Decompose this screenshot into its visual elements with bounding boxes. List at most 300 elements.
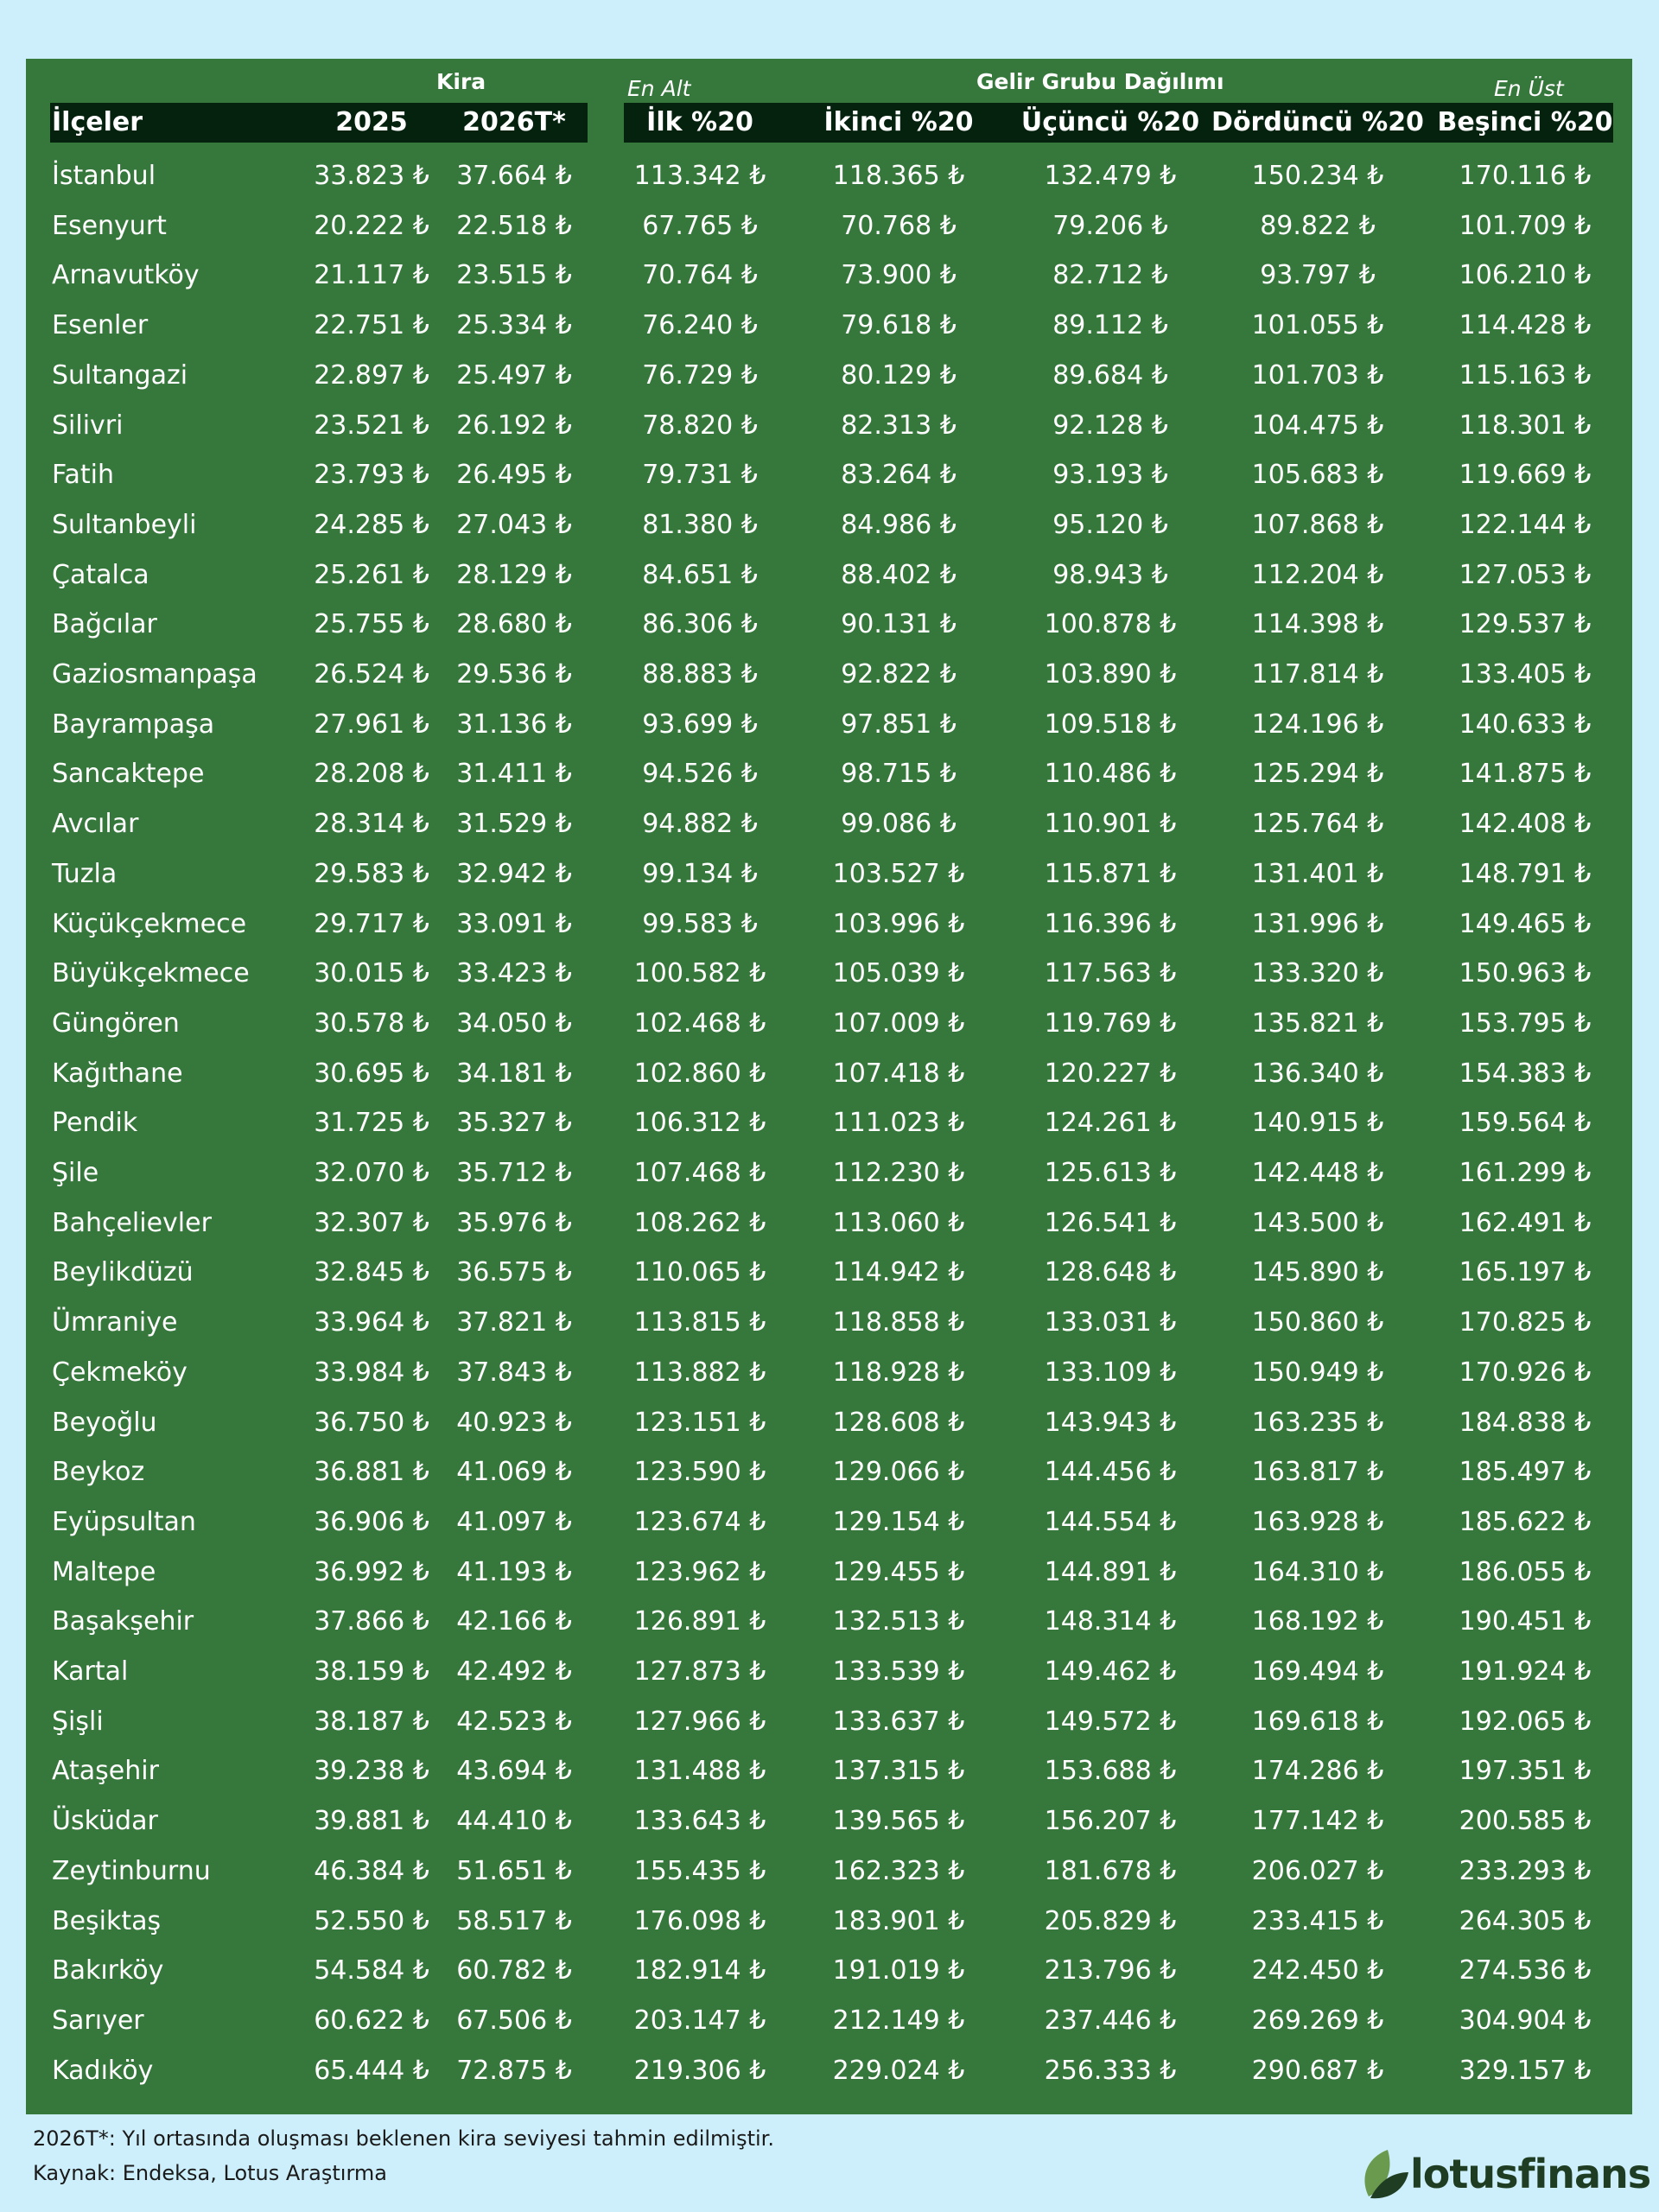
table-cell: 32.070 ₺ <box>314 1158 429 1188</box>
table-cell: 88.402 ₺ <box>841 559 957 590</box>
table-row <box>0 351 1659 400</box>
table-cell: 89.684 ₺ <box>1052 359 1168 391</box>
table-cell: 26.495 ₺ <box>456 460 572 491</box>
note-highest: En Üst <box>1494 76 1564 101</box>
table-cell: 123.151 ₺ <box>633 1407 766 1438</box>
table-cell: 170.116 ₺ <box>1459 161 1592 191</box>
district-name: Kartal <box>52 1656 129 1687</box>
table-cell: 93.193 ₺ <box>1052 460 1168 491</box>
table-row <box>0 1348 1659 1397</box>
table-cell: 113.060 ₺ <box>832 1207 965 1238</box>
district-name: Bayrampaşa <box>52 709 215 740</box>
table-cell: 35.976 ₺ <box>456 1207 572 1238</box>
district-name: Gaziosmanpaşa <box>52 659 257 690</box>
table-cell: 81.380 ₺ <box>642 509 758 540</box>
table-cell: 115.871 ₺ <box>1044 858 1177 889</box>
district-name: Sancaktepe <box>52 759 205 790</box>
table-cell: 22.751 ₺ <box>314 310 429 341</box>
table-cell: 41.193 ₺ <box>456 1556 572 1587</box>
table-row <box>0 849 1659 899</box>
table-cell: 119.669 ₺ <box>1459 460 1592 491</box>
table-cell: 34.050 ₺ <box>456 1007 572 1039</box>
column-header-besinci-20: Beşinci %20 <box>1437 107 1613 137</box>
table-row <box>0 1148 1659 1198</box>
table-cell: 100.878 ₺ <box>1044 609 1177 640</box>
table-cell: 132.479 ₺ <box>1044 161 1177 191</box>
table-cell: 32.845 ₺ <box>314 1257 429 1288</box>
table-row <box>0 1198 1659 1248</box>
table-cell: 36.881 ₺ <box>314 1457 429 1488</box>
table-cell: 274.536 ₺ <box>1459 1955 1592 1986</box>
column-header-dorduncu-20: Dördüncü %20 <box>1211 107 1424 137</box>
table-cell: 129.455 ₺ <box>832 1556 965 1587</box>
table-cell: 126.541 ₺ <box>1044 1207 1177 1238</box>
table-cell: 143.500 ₺ <box>1251 1207 1384 1238</box>
district-name: Zeytinburnu <box>52 1855 211 1886</box>
table-cell: 264.305 ₺ <box>1459 1905 1592 1936</box>
table-cell: 78.820 ₺ <box>642 410 758 441</box>
district-name: Beykoz <box>52 1457 145 1488</box>
table-row <box>0 450 1659 499</box>
table-cell: 84.986 ₺ <box>841 509 957 540</box>
table-cell: 103.890 ₺ <box>1044 659 1177 690</box>
table-cell: 183.901 ₺ <box>832 1905 965 1936</box>
table-cell: 117.563 ₺ <box>1044 958 1177 989</box>
table-cell: 103.996 ₺ <box>832 908 965 939</box>
table-cell: 203.147 ₺ <box>633 2005 766 2036</box>
table-cell: 41.097 ₺ <box>456 1506 572 1537</box>
table-cell: 123.962 ₺ <box>633 1556 766 1587</box>
table-cell: 153.688 ₺ <box>1044 1756 1177 1787</box>
table-cell: 36.750 ₺ <box>314 1407 429 1438</box>
table-cell: 26.524 ₺ <box>314 659 429 690</box>
table-row <box>0 401 1659 450</box>
table-cell: 39.881 ₺ <box>314 1806 429 1837</box>
table-cell: 27.961 ₺ <box>314 709 429 740</box>
table-cell: 76.240 ₺ <box>642 310 758 341</box>
table-cell: 143.943 ₺ <box>1044 1407 1177 1438</box>
lotus-leaf-icon <box>1358 2146 1410 2203</box>
table-cell: 181.678 ₺ <box>1044 1855 1177 1886</box>
table-cell: 129.066 ₺ <box>832 1457 965 1488</box>
district-name: Ataşehir <box>52 1756 159 1787</box>
table-row <box>0 151 1659 200</box>
column-header-ilceler: İlçeler <box>52 107 143 137</box>
table-cell: 237.446 ₺ <box>1044 2005 1177 2036</box>
table-cell: 144.456 ₺ <box>1044 1457 1177 1488</box>
table-cell: 114.398 ₺ <box>1251 609 1384 640</box>
table-cell: 184.838 ₺ <box>1459 1407 1592 1438</box>
table-cell: 119.769 ₺ <box>1044 1007 1177 1039</box>
table-cell: 137.315 ₺ <box>832 1756 965 1787</box>
table-cell: 102.468 ₺ <box>633 1007 766 1039</box>
table-row <box>0 1248 1659 1297</box>
table-cell: 37.843 ₺ <box>456 1357 572 1388</box>
table-cell: 269.269 ₺ <box>1251 2005 1384 2036</box>
table-cell: 197.351 ₺ <box>1459 1756 1592 1787</box>
table-cell: 98.715 ₺ <box>841 759 957 790</box>
table-cell: 142.448 ₺ <box>1251 1158 1384 1188</box>
table-cell: 185.622 ₺ <box>1459 1506 1592 1537</box>
table-cell: 72.875 ₺ <box>456 2055 572 2086</box>
district-name: Büyükçekmece <box>52 958 250 989</box>
table-cell: 80.129 ₺ <box>841 359 957 391</box>
table-cell: 290.687 ₺ <box>1251 2055 1384 2086</box>
table-cell: 107.868 ₺ <box>1251 509 1384 540</box>
table-cell: 33.823 ₺ <box>314 161 429 191</box>
table-cell: 25.334 ₺ <box>456 310 572 341</box>
table-cell: 136.340 ₺ <box>1251 1058 1384 1089</box>
table-cell: 82.313 ₺ <box>841 410 957 441</box>
table-cell: 112.230 ₺ <box>832 1158 965 1188</box>
table-cell: 52.550 ₺ <box>314 1905 429 1936</box>
table-cell: 205.829 ₺ <box>1044 1905 1177 1936</box>
table-cell: 38.159 ₺ <box>314 1656 429 1687</box>
table-cell: 60.782 ₺ <box>456 1955 572 1986</box>
table-cell: 169.494 ₺ <box>1251 1656 1384 1687</box>
table-cell: 90.131 ₺ <box>841 609 957 640</box>
table-cell: 35.327 ₺ <box>456 1108 572 1139</box>
table-cell: 192.065 ₺ <box>1459 1706 1592 1737</box>
district-name: Beşiktaş <box>52 1905 162 1936</box>
table-cell: 32.942 ₺ <box>456 858 572 889</box>
table-cell: 31.529 ₺ <box>456 809 572 840</box>
table-row <box>0 700 1659 749</box>
table-cell: 76.729 ₺ <box>642 359 758 391</box>
table-cell: 23.521 ₺ <box>314 410 429 441</box>
table-cell: 94.526 ₺ <box>642 759 758 790</box>
table-cell: 37.866 ₺ <box>314 1606 429 1637</box>
table-cell: 83.264 ₺ <box>841 460 957 491</box>
table-row <box>0 650 1659 699</box>
table-cell: 115.163 ₺ <box>1459 359 1592 391</box>
district-name: Pendik <box>52 1108 138 1139</box>
table-cell: 65.444 ₺ <box>314 2055 429 2086</box>
district-name: Fatih <box>52 460 114 491</box>
table-cell: 43.694 ₺ <box>456 1756 572 1787</box>
table-cell: 200.585 ₺ <box>1459 1806 1592 1837</box>
district-name: Esenyurt <box>52 210 167 241</box>
table-cell: 191.019 ₺ <box>832 1955 965 1986</box>
district-name: Beyoğlu <box>52 1407 157 1438</box>
table-cell: 22.897 ₺ <box>314 359 429 391</box>
table-cell: 148.791 ₺ <box>1459 858 1592 889</box>
table-cell: 89.822 ₺ <box>1260 210 1376 241</box>
table-cell: 25.497 ₺ <box>456 359 572 391</box>
table-cell: 127.053 ₺ <box>1459 559 1592 590</box>
table-cell: 36.992 ₺ <box>314 1556 429 1587</box>
table-cell: 132.513 ₺ <box>832 1606 965 1637</box>
district-name: Sultanbeyli <box>52 509 197 540</box>
table-cell: 185.497 ₺ <box>1459 1457 1592 1488</box>
table-cell: 98.943 ₺ <box>1052 559 1168 590</box>
table-row <box>0 1796 1659 1846</box>
table-cell: 103.527 ₺ <box>832 858 965 889</box>
table-cell: 129.537 ₺ <box>1459 609 1592 640</box>
table-cell: 177.142 ₺ <box>1251 1806 1384 1837</box>
table-cell: 32.307 ₺ <box>314 1207 429 1238</box>
table-row <box>0 1847 1659 1896</box>
district-name: Küçükçekmece <box>52 908 247 939</box>
table-cell: 34.181 ₺ <box>456 1058 572 1089</box>
brand-name: lotusfinans <box>1410 2151 1651 2197</box>
table-cell: 67.506 ₺ <box>456 2005 572 2036</box>
table-cell: 41.069 ₺ <box>456 1457 572 1488</box>
table-cell: 182.914 ₺ <box>633 1955 766 1986</box>
table-cell: 131.488 ₺ <box>633 1756 766 1787</box>
table-cell: 122.144 ₺ <box>1459 509 1592 540</box>
table-cell: 29.583 ₺ <box>314 858 429 889</box>
district-name: Kağıthane <box>52 1058 183 1089</box>
table-row <box>0 500 1659 550</box>
table-cell: 159.564 ₺ <box>1459 1108 1592 1139</box>
table-cell: 36.906 ₺ <box>314 1506 429 1537</box>
table-cell: 106.312 ₺ <box>633 1108 766 1139</box>
district-name: Eyüpsultan <box>52 1506 196 1537</box>
district-name: Silivri <box>52 410 124 441</box>
table-cell: 153.795 ₺ <box>1459 1007 1592 1039</box>
group-header-income: Gelir Grubu Dağılımı <box>976 69 1224 94</box>
table-cell: 22.518 ₺ <box>456 210 572 241</box>
district-name: Kadıköy <box>52 2055 154 2086</box>
table-cell: 162.491 ₺ <box>1459 1207 1592 1238</box>
district-name: Bağcılar <box>52 609 157 640</box>
table-cell: 125.294 ₺ <box>1251 759 1384 790</box>
table-cell: 99.086 ₺ <box>841 809 957 840</box>
table-cell: 133.637 ₺ <box>832 1706 965 1737</box>
table-cell: 162.323 ₺ <box>832 1855 965 1886</box>
table-cell: 142.408 ₺ <box>1459 809 1592 840</box>
table-cell: 133.539 ₺ <box>832 1656 965 1687</box>
table-row <box>0 1647 1659 1696</box>
table-cell: 105.039 ₺ <box>832 958 965 989</box>
table-row <box>0 1548 1659 1597</box>
table-cell: 329.157 ₺ <box>1459 2055 1592 2086</box>
table-row <box>0 251 1659 300</box>
table-row <box>0 1746 1659 1796</box>
district-name: Avcılar <box>52 809 139 840</box>
table-cell: 176.098 ₺ <box>633 1905 766 1936</box>
table-cell: 92.128 ₺ <box>1052 410 1168 441</box>
table-cell: 165.197 ₺ <box>1459 1257 1592 1288</box>
table-cell: 54.584 ₺ <box>314 1955 429 1986</box>
table-cell: 140.633 ₺ <box>1459 709 1592 740</box>
district-name: Arnavutköy <box>52 260 200 291</box>
table-cell: 108.262 ₺ <box>633 1207 766 1238</box>
table-cell: 84.651 ₺ <box>642 559 758 590</box>
table-cell: 70.764 ₺ <box>642 260 758 291</box>
table-cell: 123.590 ₺ <box>633 1457 766 1488</box>
table-cell: 30.578 ₺ <box>314 1007 429 1039</box>
table-cell: 24.285 ₺ <box>314 509 429 540</box>
table-row <box>0 749 1659 798</box>
table-row <box>0 1697 1659 1746</box>
table-cell: 111.023 ₺ <box>832 1108 965 1139</box>
table-row <box>0 949 1659 998</box>
table-cell: 150.234 ₺ <box>1251 161 1384 191</box>
table-cell: 109.518 ₺ <box>1044 709 1177 740</box>
table-row <box>0 301 1659 350</box>
table-cell: 23.793 ₺ <box>314 460 429 491</box>
table-cell: 31.411 ₺ <box>456 759 572 790</box>
district-name: Çatalca <box>52 559 149 590</box>
table-cell: 102.860 ₺ <box>633 1058 766 1089</box>
table-cell: 101.709 ₺ <box>1459 210 1592 241</box>
table-cell: 135.821 ₺ <box>1251 1007 1384 1039</box>
district-name: Bakırköy <box>52 1955 164 1986</box>
source-note: Kaynak: Endeksa, Lotus Araştırma <box>33 2161 387 2185</box>
table-cell: 133.320 ₺ <box>1251 958 1384 989</box>
table-cell: 144.554 ₺ <box>1044 1506 1177 1537</box>
table-row <box>0 201 1659 251</box>
table-cell: 120.227 ₺ <box>1044 1058 1177 1089</box>
table-cell: 206.027 ₺ <box>1251 1855 1384 1886</box>
table-cell: 42.492 ₺ <box>456 1656 572 1687</box>
district-name: Tuzla <box>52 858 118 889</box>
table-cell: 33.091 ₺ <box>456 908 572 939</box>
table-cell: 219.306 ₺ <box>633 2055 766 2086</box>
district-name: Beylikdüzü <box>52 1257 194 1288</box>
table-cell: 37.664 ₺ <box>456 161 572 191</box>
table-cell: 26.192 ₺ <box>456 410 572 441</box>
table-cell: 148.314 ₺ <box>1044 1606 1177 1637</box>
district-name: İstanbul <box>52 161 156 191</box>
table-row <box>0 899 1659 949</box>
table-cell: 186.055 ₺ <box>1459 1556 1592 1587</box>
table-cell: 70.768 ₺ <box>841 210 957 241</box>
table-cell: 101.055 ₺ <box>1251 310 1384 341</box>
table-cell: 140.915 ₺ <box>1251 1108 1384 1139</box>
table-cell: 126.891 ₺ <box>633 1606 766 1637</box>
table-row <box>0 1298 1659 1347</box>
district-name: Bahçelievler <box>52 1207 212 1238</box>
column-header-ikinci-20: İkinci %20 <box>823 107 974 137</box>
district-name: Şişli <box>52 1706 104 1737</box>
table-cell: 104.475 ₺ <box>1251 410 1384 441</box>
table-cell: 242.450 ₺ <box>1251 1955 1384 1986</box>
district-name: Başakşehir <box>52 1606 194 1637</box>
table-cell: 161.299 ₺ <box>1459 1158 1592 1188</box>
table-cell: 170.825 ₺ <box>1459 1307 1592 1338</box>
table-cell: 113.342 ₺ <box>633 161 766 191</box>
table-cell: 213.796 ₺ <box>1044 1955 1177 1986</box>
table-cell: 131.401 ₺ <box>1251 858 1384 889</box>
table-cell: 67.765 ₺ <box>642 210 758 241</box>
table-cell: 23.515 ₺ <box>456 260 572 291</box>
table-cell: 89.112 ₺ <box>1052 310 1168 341</box>
table-cell: 99.134 ₺ <box>642 858 758 889</box>
column-header-ilk-20: İlk %20 <box>646 107 753 137</box>
district-name: Güngören <box>52 1007 180 1039</box>
table-cell: 107.009 ₺ <box>832 1007 965 1039</box>
table-cell: 79.206 ₺ <box>1052 210 1168 241</box>
table-cell: 29.536 ₺ <box>456 659 572 690</box>
table-row <box>0 1946 1659 1995</box>
table-cell: 114.428 ₺ <box>1459 310 1592 341</box>
group-header-rent: Kira <box>436 69 486 94</box>
table-cell: 39.238 ₺ <box>314 1756 429 1787</box>
table-cell: 170.926 ₺ <box>1459 1357 1592 1388</box>
table-cell: 36.575 ₺ <box>456 1257 572 1288</box>
table-cell: 28.208 ₺ <box>314 759 429 790</box>
column-header-2025: 2025 <box>335 107 408 137</box>
district-name: Sultangazi <box>52 359 188 391</box>
table-cell: 163.817 ₺ <box>1251 1457 1384 1488</box>
table-cell: 46.384 ₺ <box>314 1855 429 1886</box>
table-cell: 124.196 ₺ <box>1251 709 1384 740</box>
table-cell: 113.882 ₺ <box>633 1357 766 1388</box>
table-cell: 145.890 ₺ <box>1251 1257 1384 1288</box>
table-cell: 88.883 ₺ <box>642 659 758 690</box>
table-row <box>0 1447 1659 1497</box>
table-row <box>0 550 1659 600</box>
table-cell: 114.942 ₺ <box>832 1257 965 1288</box>
table-cell: 118.365 ₺ <box>832 161 965 191</box>
table-cell: 110.486 ₺ <box>1044 759 1177 790</box>
table-cell: 133.031 ₺ <box>1044 1307 1177 1338</box>
table-cell: 131.996 ₺ <box>1251 908 1384 939</box>
table-cell: 101.703 ₺ <box>1251 359 1384 391</box>
table-cell: 105.683 ₺ <box>1251 460 1384 491</box>
table-cell: 28.314 ₺ <box>314 809 429 840</box>
table-cell: 155.435 ₺ <box>633 1855 766 1886</box>
table-cell: 110.065 ₺ <box>633 1257 766 1288</box>
table-cell: 163.928 ₺ <box>1251 1506 1384 1537</box>
table-cell: 42.523 ₺ <box>456 1706 572 1737</box>
table-cell: 79.731 ₺ <box>642 460 758 491</box>
table-cell: 112.204 ₺ <box>1251 559 1384 590</box>
table-cell: 129.154 ₺ <box>832 1506 965 1537</box>
table-cell: 20.222 ₺ <box>314 210 429 241</box>
table-cell: 113.815 ₺ <box>633 1307 766 1338</box>
table-cell: 73.900 ₺ <box>841 260 957 291</box>
district-name: Üsküdar <box>52 1806 158 1837</box>
table-cell: 58.517 ₺ <box>456 1905 572 1936</box>
table-cell: 33.964 ₺ <box>314 1307 429 1338</box>
district-name: Sarıyer <box>52 2005 144 2036</box>
footnote: 2026T*: Yıl ortasında oluşması beklenen kira seviyesi tahmin edilmiştir. <box>33 2126 774 2151</box>
table-cell: 31.136 ₺ <box>456 709 572 740</box>
table-cell: 33.984 ₺ <box>314 1357 429 1388</box>
table-cell: 21.117 ₺ <box>314 260 429 291</box>
table-cell: 118.858 ₺ <box>832 1307 965 1338</box>
table-cell: 229.024 ₺ <box>832 2055 965 2086</box>
district-name: Esenler <box>52 310 149 341</box>
table-cell: 174.286 ₺ <box>1251 1756 1384 1787</box>
table-cell: 117.814 ₺ <box>1251 659 1384 690</box>
table-row <box>0 999 1659 1048</box>
table-cell: 190.451 ₺ <box>1459 1606 1592 1637</box>
table-cell: 95.120 ₺ <box>1052 509 1168 540</box>
table-cell: 118.928 ₺ <box>832 1357 965 1388</box>
table-cell: 133.109 ₺ <box>1044 1357 1177 1388</box>
table-cell: 31.725 ₺ <box>314 1108 429 1139</box>
table-cell: 94.882 ₺ <box>642 809 758 840</box>
table-cell: 27.043 ₺ <box>456 509 572 540</box>
table-row <box>0 799 1659 849</box>
table-cell: 107.468 ₺ <box>633 1158 766 1188</box>
table-cell: 144.891 ₺ <box>1044 1556 1177 1587</box>
table-cell: 150.949 ₺ <box>1251 1357 1384 1388</box>
table-cell: 25.755 ₺ <box>314 609 429 640</box>
table-cell: 82.712 ₺ <box>1052 260 1168 291</box>
column-header-2026t: 2026T* <box>462 107 566 137</box>
table-cell: 256.333 ₺ <box>1044 2055 1177 2086</box>
table-cell: 40.923 ₺ <box>456 1407 572 1438</box>
table-cell: 38.187 ₺ <box>314 1706 429 1737</box>
table-cell: 141.875 ₺ <box>1459 759 1592 790</box>
district-name: Şile <box>52 1158 99 1188</box>
